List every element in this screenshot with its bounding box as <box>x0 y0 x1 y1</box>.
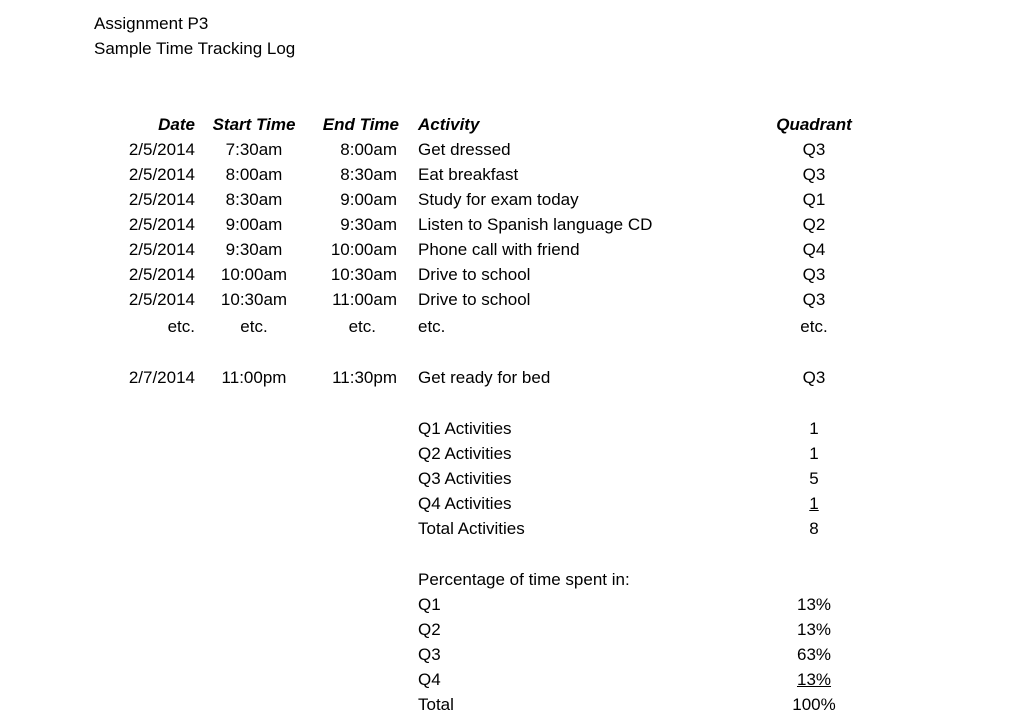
row-start-time: 10:00am <box>220 265 288 284</box>
percentage-total-label: Total <box>418 695 454 714</box>
row-activity: Study for exam today <box>418 190 579 209</box>
row-start-time: 8:00am <box>225 165 283 184</box>
percentage-label: Q3 <box>418 645 441 664</box>
row-quadrant: Q2 <box>802 215 826 234</box>
count-value <box>764 491 864 516</box>
header-quadrant: Quadrant <box>776 115 852 134</box>
row-activity: Phone call with friend <box>418 240 580 259</box>
row-quadrant: Q3 <box>802 368 826 387</box>
row-activity: Listen to Spanish language CD <box>418 215 653 234</box>
percentage-heading: Percentage of time spent in: <box>418 570 630 589</box>
count-label: Q2 Activities <box>418 444 512 463</box>
row-date: 2/5/2014 <box>128 215 195 234</box>
percentage-value-underlined: 13% <box>796 670 832 689</box>
row-date: 2/5/2014 <box>128 240 195 259</box>
count-label: Q1 Activities <box>418 419 512 438</box>
row-end-time: 8:30am <box>340 165 397 184</box>
count-value: 5 <box>809 469 819 488</box>
row-activity: Get dressed <box>418 140 511 159</box>
row-end-time: 10:00am <box>330 240 397 259</box>
row-date: 2/7/2014 <box>128 368 195 387</box>
row-activity: Drive to school <box>418 265 531 284</box>
row-date: 2/5/2014 <box>128 190 195 209</box>
percentage-value <box>764 667 864 692</box>
percentage-label: Q1 <box>418 595 441 614</box>
row-end-time: 8:00am <box>340 140 397 159</box>
count-value: 1 <box>809 444 819 463</box>
count-label: Q3 Activities <box>418 469 512 488</box>
percentage-total-value: 100% <box>792 695 836 714</box>
percentage-value: 63% <box>796 645 832 664</box>
row-end-time: 9:00am <box>340 190 397 209</box>
row-quadrant: Q1 <box>802 190 826 209</box>
row-end-time: 11:30pm <box>332 368 397 387</box>
percentage-value: 13% <box>796 595 832 614</box>
row-date: 2/5/2014 <box>128 265 195 284</box>
row-activity: Drive to school <box>418 290 531 309</box>
row-quadrant: etc. <box>800 317 828 336</box>
header-activity: Activity <box>418 115 480 134</box>
header-end-time: End Time <box>322 115 399 134</box>
row-activity: Eat breakfast <box>418 165 519 184</box>
row-end-time: 11:00am <box>332 290 397 309</box>
row-end-time: 9:30am <box>340 215 397 234</box>
row-start-time: 10:30am <box>220 290 288 309</box>
row-date: 2/5/2014 <box>128 165 195 184</box>
document-subtitle: Sample Time Tracking Log <box>94 39 296 58</box>
row-quadrant: Q3 <box>802 265 826 284</box>
row-activity: etc. <box>418 317 446 336</box>
document-title: Assignment P3 <box>94 14 209 33</box>
row-end-time: etc. <box>348 317 376 336</box>
row-date: 2/5/2014 <box>128 140 195 159</box>
count-value: 1 <box>809 419 819 438</box>
row-quadrant: Q4 <box>802 240 826 259</box>
count-label: Q4 Activities <box>418 494 512 513</box>
header-start-time: Start Time <box>212 115 296 134</box>
row-start-time: 9:30am <box>225 240 283 259</box>
percentage-value: 13% <box>796 620 832 639</box>
row-start-time: 9:00am <box>225 215 283 234</box>
row-activity: Get ready for bed <box>418 368 551 387</box>
row-quadrant: Q3 <box>802 165 826 184</box>
total-count-label: Total Activities <box>418 519 525 538</box>
row-start-time: 11:00pm <box>221 368 287 387</box>
row-end-time: 10:30am <box>330 265 397 284</box>
row-date: etc. <box>167 317 195 336</box>
row-quadrant: Q3 <box>802 140 826 159</box>
header-date: Date <box>158 115 195 134</box>
row-quadrant: Q3 <box>802 290 826 309</box>
row-start-time: etc. <box>240 317 268 336</box>
total-count-value: 8 <box>809 519 819 538</box>
row-start-time: 8:30am <box>225 190 283 209</box>
count-value-underlined: 1 <box>809 494 819 513</box>
row-start-time: 7:30am <box>225 140 283 159</box>
row-date: 2/5/2014 <box>128 290 195 309</box>
percentage-label: Q2 <box>418 620 441 639</box>
percentage-label: Q4 <box>418 670 441 689</box>
